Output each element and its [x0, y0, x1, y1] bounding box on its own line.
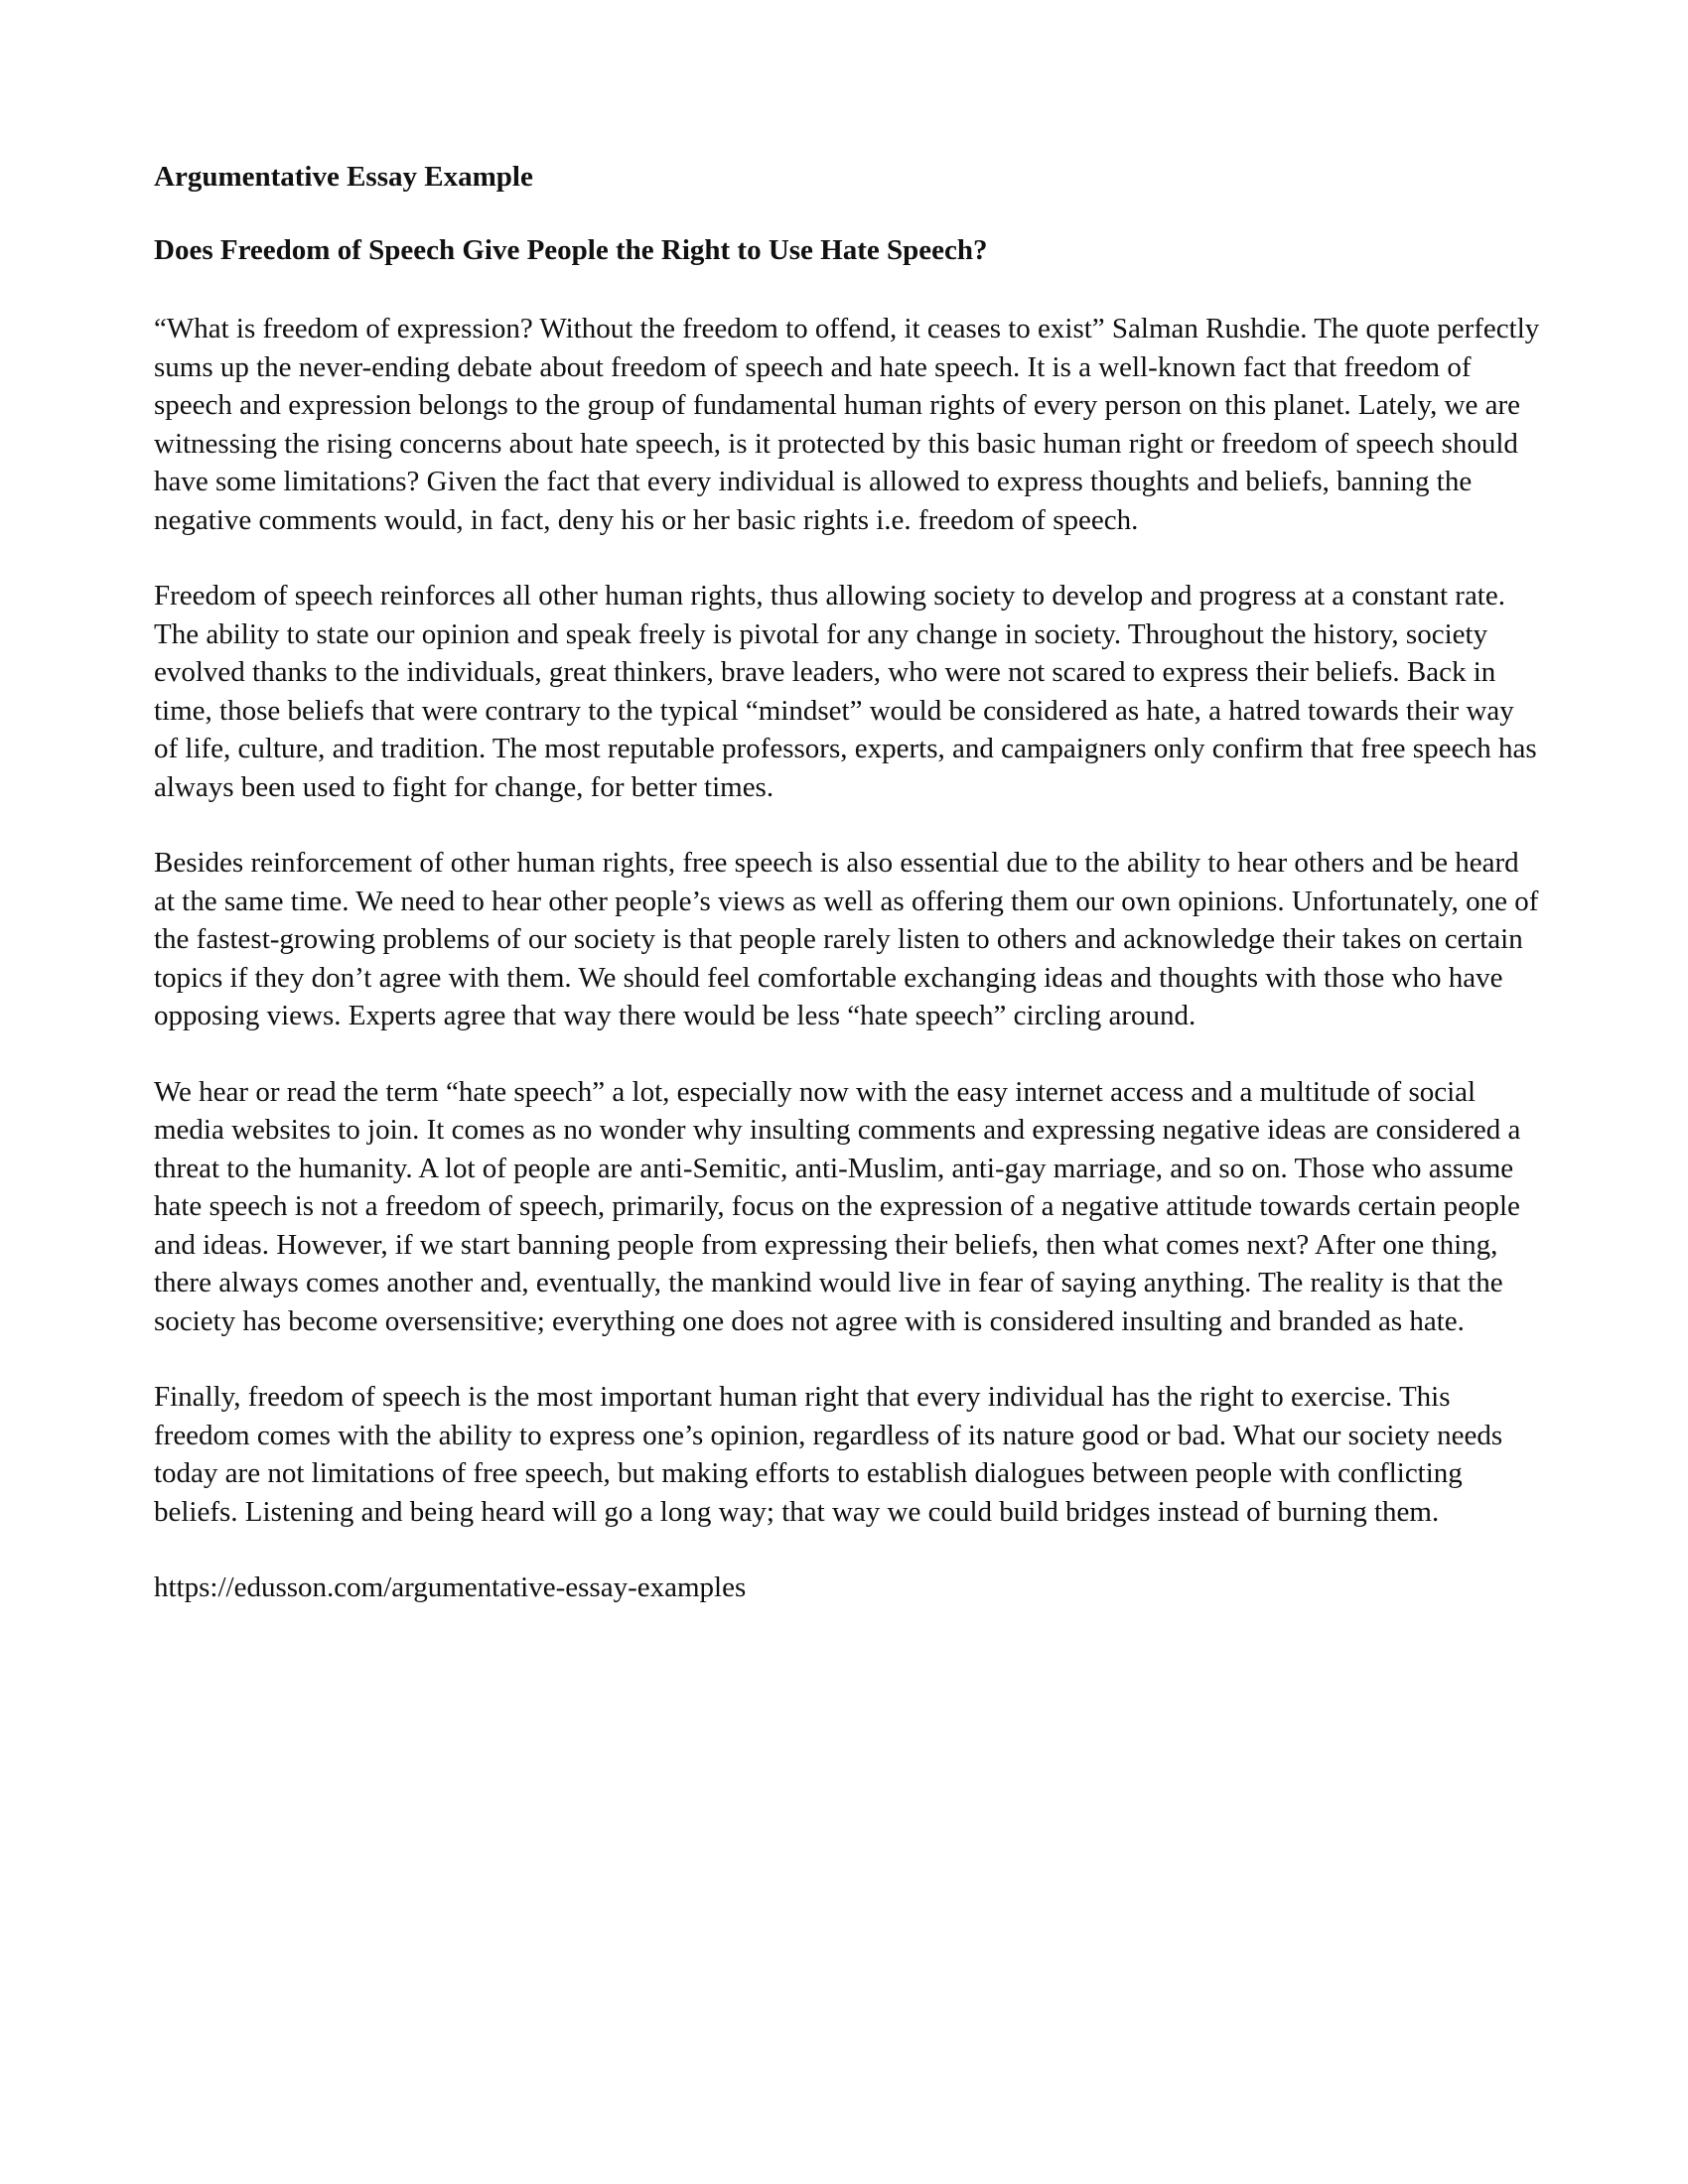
paragraph-introduction: “What is freedom of expression? Without the freedom to offend, it ceases to exist” Salman Rushdie. The quote perfectly sums up the never-ending debate about freedom of speech and hate speech. It is a well-known fact that freedom of speech and expression belongs to the group of fundamental human rights of every person on this planet. Lately, we are witnessing the rising concerns about hate speech, is it protected by this basic human right or freedom of speech should have some limitations? Given the fact that every individual is allowed to express thoughts and beliefs, banning the negative comments would, in fact, deny his or her basic rights i.e. freedom of speech.: [154, 313, 1540, 536]
paragraph-hate-speech-term: We hear or read the term “hate speech” a lot, especially now with the easy internet access and a multitude of social media websites to join. It comes as no wonder why insulting comments and expressing negative ideas are considered a threat to the humanity. A lot of people are anti-Semitic, anti-Muslim, anti-gay marriage, and so on. Those who assume hate speech is not a freedom of speech, primarily, focus on the expression of a negative attitude towards certain people and ideas. However, if we start banning people from expressing their beliefs, then what comes next? After one thing, there always comes another and, eventually, the mankind would live in fear of saying anything. The reality is that the society has become oversensitive; everything one does not agree with is considered insulting and branded as hate.: [154, 1075, 1521, 1337]
paragraph-hear-and-be-heard: Besides reinforcement of other human rights, free speech is also essential due to the ability to hear others and be heard at the same time. We need to hear other people’s views as well as offering them our own opinions. Unfortunately, one of the fastest-growing problems of our society is that people rarely listen to others and acknowledge their takes on certain topics if they don’t agree with them. We should feel comfortable exchanging ideas and thoughts with those who have opposing views. Experts agree that way there would be less “hate speech” circling around.: [154, 847, 1539, 1031]
document-body: [154, 159, 1544, 1606]
document-title: Argumentative Essay Example: [154, 161, 533, 193]
paragraph-conclusion: Finally, freedom of speech is the most important human right that every individual has the right to exercise. This freedom comes with the ability to express one’s opinion, regardless of its nature good or bad. What our society needs today are not limitations of free speech, but making efforts to establish dialogues between people with conflicting beliefs. Listening and being heard will go a long way; that way we could build bridges instead of burning them.: [154, 1381, 1503, 1528]
source-url: https://edusson.com/argumentative-essay-examples: [154, 1571, 747, 1603]
essay-question-heading: Does Freedom of Speech Give People the Right to Use Hate Speech?: [154, 234, 988, 266]
paragraph-human-rights: Freedom of speech reinforces all other human rights, thus allowing society to develop and progress at a constant rate. The ability to state our opinion and speak freely is pivotal for any change in society. Throughout the history, society evolved thanks to the individuals, great thinkers, brave leaders, who were not scared to express their beliefs. Back in time, those beliefs that were contrary to the typical “mindset” would be considered as hate, a hatred towards their way of life, culture, and tradition. The most reputable professors, experts, and campaigners only confirm that free speech has always been used to fight for change, for better times.: [154, 580, 1537, 803]
